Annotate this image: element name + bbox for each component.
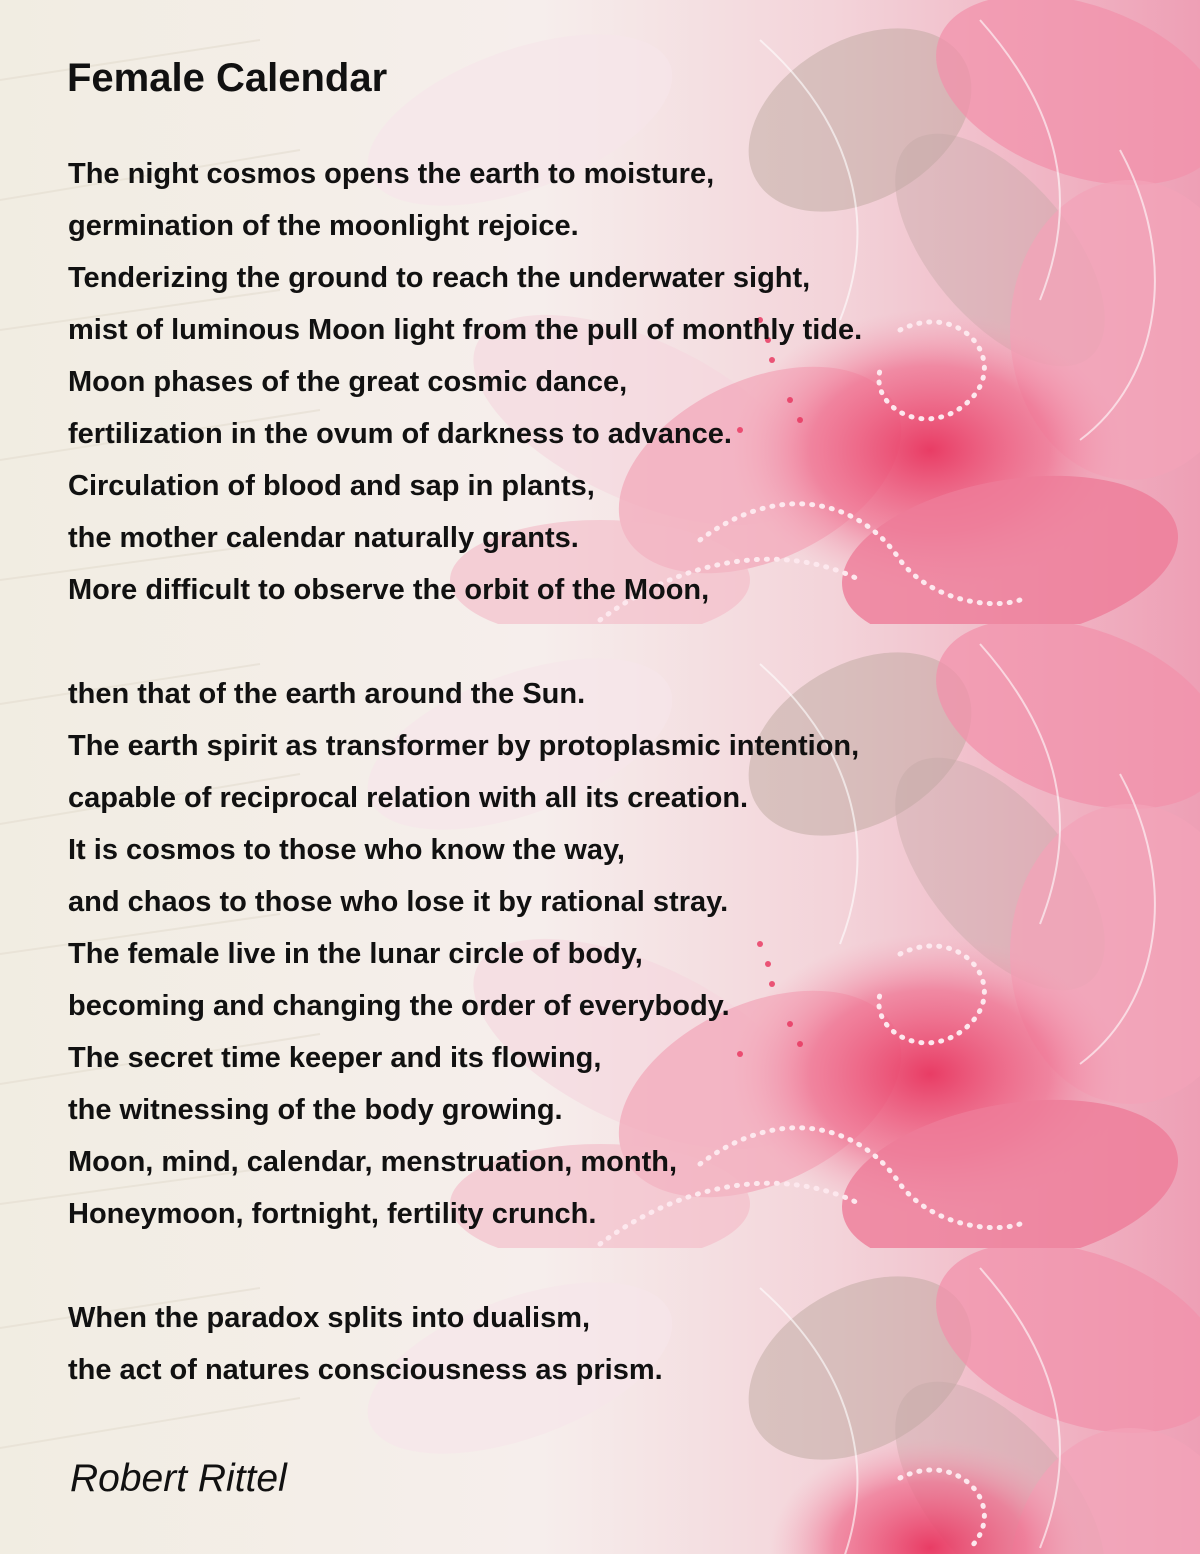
poem-line: the witnessing of the body growing. <box>68 1094 563 1126</box>
poem-line: becoming and changing the order of everybody. <box>68 990 730 1022</box>
poem-line: The earth spirit as transformer by protoplasmic intention, <box>68 730 860 762</box>
poem-line: fertilization in the ovum of darkness to advance. <box>68 418 732 450</box>
poem-line: Honeymoon, fortnight, fertility crunch. <box>68 1198 597 1230</box>
poem-line: germination of the moonlight rejoice. <box>68 210 579 242</box>
poem-line: The secret time keeper and its flowing, <box>68 1042 602 1074</box>
poem-line: then that of the earth around the Sun. <box>68 678 586 710</box>
poem-line: More difficult to observe the orbit of the Moon, <box>68 574 710 606</box>
poem-body <box>68 0 1168 1554</box>
poem-line: and chaos to those who lose it by rational stray. <box>68 886 729 918</box>
poem-line: capable of reciprocal relation with all its creation. <box>68 782 749 814</box>
poem-line: Tenderizing the ground to reach the underwater sight, <box>68 262 811 294</box>
poem-line: the act of natures consciousness as prism. <box>68 1354 663 1386</box>
poem-line: Circulation of blood and sap in plants, <box>68 470 595 502</box>
poem-title: Female Calendar <box>67 56 388 100</box>
poem-line: The night cosmos opens the earth to moisture, <box>68 158 715 190</box>
poem-line: It is cosmos to those who know the way, <box>68 834 625 866</box>
poem-line: When the paradox splits into dualism, <box>68 1302 591 1334</box>
poem-author: Robert Rittel <box>70 1457 287 1500</box>
poem-line: Moon, mind, calendar, menstruation, month, <box>68 1146 678 1178</box>
poem-line: Moon phases of the great cosmic dance, <box>68 366 628 398</box>
poem-line: mist of luminous Moon light from the pull of monthly tide. <box>68 314 863 346</box>
poem-line: The female live in the lunar circle of body, <box>68 938 643 970</box>
poem-line: the mother calendar naturally grants. <box>68 522 579 554</box>
